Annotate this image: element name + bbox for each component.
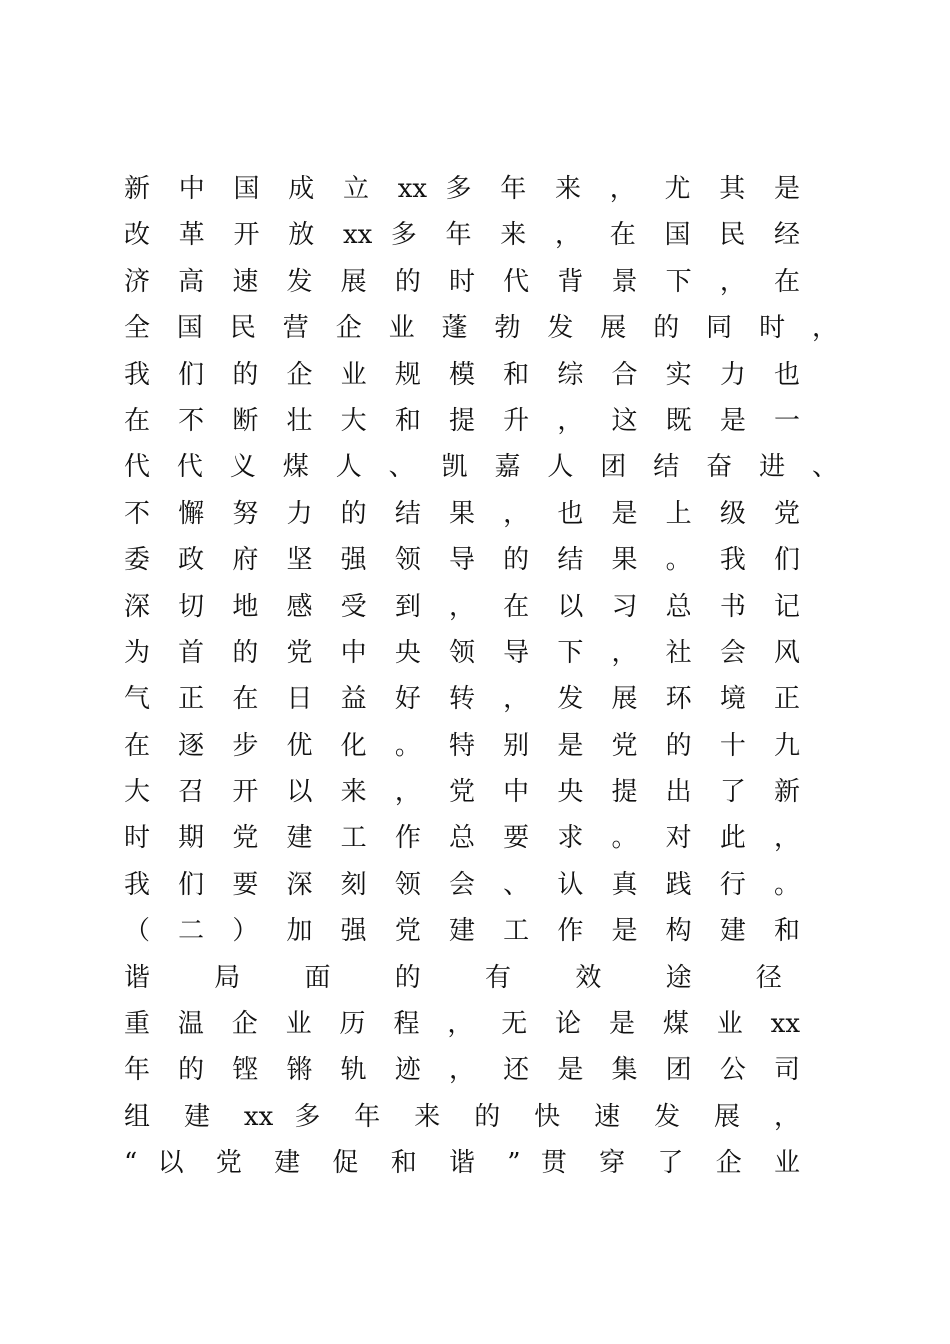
text-line-9: 委 政 府 坚 强 领 导 的 结 果 。 我 们 — [124, 545, 800, 576]
text-line-8: 不 懈 努 力 的 结 果 ， 也 是 上 级 党 — [124, 498, 800, 529]
text-line-15: 时 期 党 建 工 作 总 要 求 。 对 此 ， — [124, 823, 800, 854]
text-line-19: 重 温 企 业 历 程 ， 无 论 是 煤 业 xx — [124, 1009, 800, 1040]
text-line-11: 为 首 的 党 中 央 领 导 下 ， 社 会 风 — [124, 637, 800, 668]
text-line-1: 新 中 国 成 立 xx 多 年 来 ， 尤 其 是 — [124, 174, 800, 204]
text-line-12: 气 正 在 日 益 好 转 ， 发 展 环 境 正 — [124, 684, 800, 715]
text-line-13: 在 逐 步 优 化 。 特 别 是 党 的 十 九 — [124, 730, 800, 761]
text-line-20: 年 的 铿 锵 轨 迹 ， 还 是 集 团 公 司 — [124, 1055, 800, 1086]
text-line-6: 在 不 断 壮 大 和 提 升 ， 这 既 是 一 — [124, 405, 800, 436]
text-line-7: 代 代 义 煤 人 、 凯 嘉 人 团 结 奋 进 、 — [124, 452, 838, 483]
text-line-3: 济 高 速 发 展 的 时 代 背 景 下 ， 在 — [124, 266, 800, 297]
text-line-2: 改 革 开 放 xx 多 年 来 ， 在 国 民 经 — [124, 220, 800, 251]
section-heading: （ 二 ） 加 强 党 建 工 作 是 构 建 和 — [124, 916, 800, 947]
text-line-5: 我 们 的 企 业 规 模 和 综 合 实 力 也 — [124, 359, 800, 390]
text-line-16: 我 们 要 深 刻 领 会 、 认 真 践 行 。 — [124, 869, 800, 900]
text-line-14: 大 召 开 以 来 ， 党 中 央 提 出 了 新 — [124, 777, 800, 808]
text-line-22: “ 以 党 建 促 和 谐 ” 贯 穿 了 企 业 — [124, 1148, 800, 1179]
text-line-21: 组 建 xx 多 年 来 的 快 速 发 展 ， — [124, 1101, 800, 1132]
text-line-10: 深 切 地 感 受 到 ， 在 以 习 总 书 记 — [124, 591, 800, 622]
text-line-4: 全 国 民 营 企 业 蓬 勃 发 展 的 同 时 ， — [124, 313, 838, 344]
body-text — [124, 166, 844, 1187]
section-heading-cont: 谐 局 面 的 有 效 途 径 — [124, 962, 810, 993]
